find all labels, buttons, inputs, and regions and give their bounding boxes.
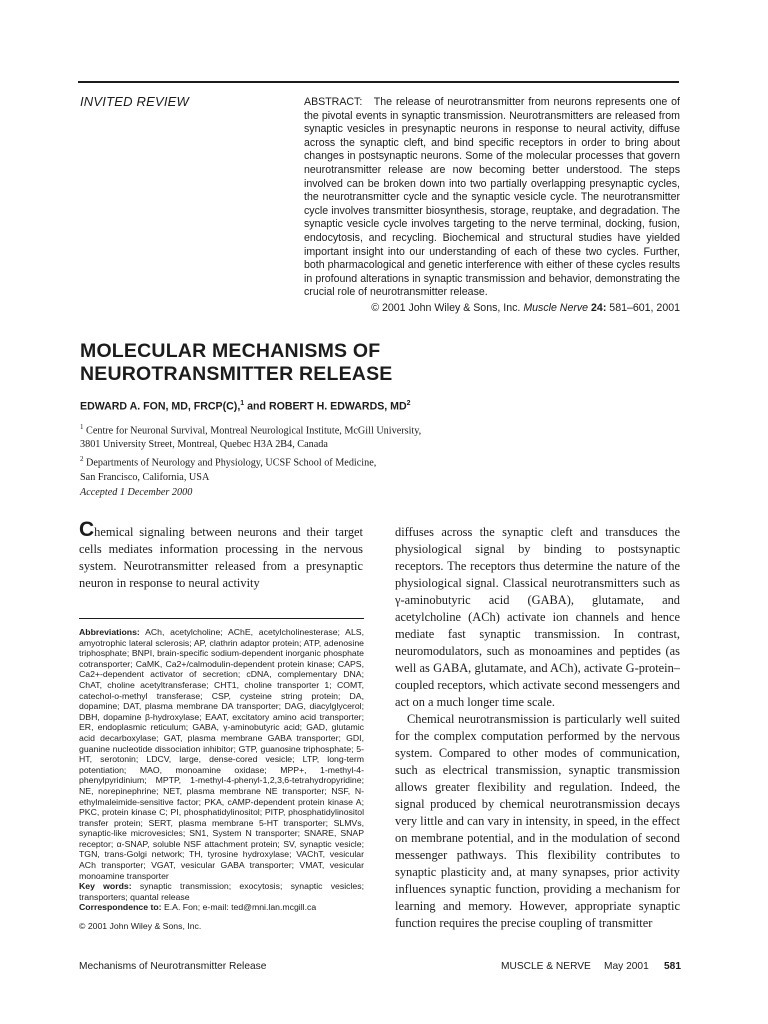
keywords-label: Key words: (79, 881, 132, 892)
keywords (79, 881, 364, 902)
body-column-2 (395, 524, 680, 932)
footnote-rule (79, 618, 364, 619)
title-line-1: MOLECULAR MECHANISMS OF (80, 340, 381, 362)
drop-cap: C (79, 518, 95, 541)
footer-date: May 2001 (604, 961, 649, 972)
abstract-journal: Muscle Nerve (523, 302, 589, 314)
abstract-volume: 24: (591, 302, 607, 314)
author-and: and (247, 400, 266, 413)
section-label: INVITED REVIEW (80, 94, 189, 109)
article-title (80, 340, 392, 386)
abstract (304, 96, 680, 300)
author-1: EDWARD A. FON, MD, FRCP(C), (80, 400, 241, 413)
top-rule (78, 81, 679, 83)
abstract-copyright: © 2001 John Wiley & Sons, Inc. (371, 302, 521, 314)
abstract-citation (304, 302, 680, 314)
correspondence-label: Correspondence to: (79, 902, 162, 913)
affiliation-2-sup: 2 (80, 455, 84, 464)
body-column-1-text: hemical signaling between neurons and their target cells mediates information processing in the nervous system. Neurotransmitter released from a presynaptic neuron in response to neural activity (79, 525, 363, 590)
body-column-1 (79, 518, 363, 592)
abbreviations-text: ACh, acetylcholine; AChE, acetylcholinesterase; ALS, amyotrophic lateral sclerosis; AP, clathrin adaptor protein; ATP, adenosine triphosphate; BNPI, brain-specific sodium-dependent inorganic phosphate cotransporter; CaMK, Ca2+/calmodulin-dependent protein kinase; CAPS, Ca2+-dependent activator of secretion; cDNA, complementary DNA; ChAT, choline acetyltransferase; CHT1, choline transporter 1; COMT, catechol-o-methyl transferase; CSP, cysteine string protein; DA, dopamine; DAT, plasma membrane DA transporter; DAG, diacylglycerol; DBH, dopamine β-hydroxylase; EAAT, excitatory amino acid transporter; ER, endoplasmic reticulum; GABA, γ-aminobutyric acid; GAD, glutamic acid decarboxylase; GAT, plasma membrane GABA transporter; GDI, guanine nucleotide dissociation inhibitor; GTP, guanosine triphosphate; 5-HT, serotonin; LDCV, large, dense-cored vesicle; LTP, long-term potentiation; MAO, monoamine oxidase; MPP+, 1-methyl-4-phenylpyridinium; MPTP, 1-methyl-4-phenyl-1,2,3,6-tetrahydropyridine; NE, norepinephrine; NET, plasma membrane NE transporter; NSF, N-ethylmaleimide-sensitive factor; PKA, cAMP-dependent protein kinase A; PKC, protein kinase C; PI, phosphatidylinositol; PITP, phosphatidylinositol transfer protein; SERT, plasma membrane 5-HT transporter; SLMVs, synaptic-like microvesicles; SN1, System N transporter; SNARE, SNAP receptor; α-SNAP, soluble NSF attachment protein; SV, synaptic vesicle; TGN, trans-Golgi network; TH, tyrosine hydroxylase; VAChT, vesicular ACh transporter; VGAT, vesicular GABA transporter; VMAT, vesicular monoamine transporter (79, 627, 365, 881)
column-2-paragraph-2: Chemical neurotransmission is particularly well suited for the complex computation performed by the nervous system. Compared to other modes of communication, such as electrical transmission, synaptic transmission allows greater flexibility and regulation. Indeed, the signal produced by chemical neurotransmission decays very little and can vary in intensity, in speed, in the effect on membrane potential, and in the modulation of second messenger pathways. This flexibility contributes to synaptic plasticity and, at many synapses, prior activity influences synaptic function, providing a mechanism for learning and memory. However, appropriate synaptic function requires the precise coupling of transmitter (395, 712, 680, 930)
column-2-paragraph-1: diffuses across the synaptic cleft and transduces the physiological signal by binding to postsynaptic receptors. The receptors thus determine the nature of the physiological signal. Classical neurotransmitters such as γ-aminobutyric acid (GABA), glutamate, and acetylcholine (ACh) activate ion channels and hence mediate fast synaptic transmission. In contrast, neuromodulators, such as monoamines and peptides (as well as GABA, glutamate, and ACh), activate G-protein–coupled receptors, which activate second messengers and act on a much longer time scale. (395, 525, 680, 709)
affiliation-1-text: Centre for Neuronal Survival, Montreal Neurological Institute, McGill University, (86, 425, 422, 437)
correspondence-text: E.A. Fon; e-mail: ted@mni.lan.mcgill.ca (163, 902, 317, 913)
abstract-text: The release of neurotransmitter from neurons represents one of the pivotal events in synaptic transmission. Neurotransmitters are released from synaptic vesicles in presynaptic neurons in response to neural activity, diffuse across the synaptic cleft, and bind specific receptors in order to bring about changes in postsynaptic neurons. Some of the molecular processes that govern neurotransmitter release are now becoming better understood. The steps involved can be broken down into two partially overlapping presynaptic cycles, the neurotransmitter cycle and the synaptic vesicle cycle. The neurotransmitter cycle involves transmitter biosynthesis, storage, reuptake, and degradation. The synaptic vesicle cycle involves targeting to the nerve terminal, docking, fusion, endocytosis, and recycling. Biochemical and structural studies have yielded important insight into our understanding of each of these two cycles. Further, both pharmacological and genetic interference with either of these cycles results in profound alterations in synaptic transmission and behavior, demonstrating the crucial role of neurotransmitter release. (304, 96, 681, 299)
affiliation-1-line-1 (80, 420, 421, 438)
abbreviations-label: Abbreviations: (79, 627, 140, 637)
affiliations (80, 420, 421, 485)
authors (80, 400, 411, 413)
title-line-2: NEUROTRANSMITTER RELEASE (80, 363, 393, 385)
footnotes (79, 627, 364, 932)
correspondence (79, 902, 364, 913)
affiliation-2-line-1 (80, 452, 421, 470)
page-number: 581 (664, 961, 681, 972)
author-1-sup: 1 (240, 400, 245, 407)
affiliation-2-line-2: San Francisco, California, USA (80, 471, 210, 483)
abstract-pages: 581–601, 2001 (609, 302, 680, 314)
abbreviations (79, 627, 364, 881)
footer-journal: MUSCLE & NERVE (501, 961, 591, 972)
author-2: ROBERT H. EDWARDS, MD (268, 400, 407, 413)
keywords-text: synaptic transmission; exocytosis; synaptic vesicles; transporters; quantal release (79, 881, 365, 902)
affiliation-1-sup: 1 (80, 423, 84, 431)
running-title: Mechanisms of Neurotransmitter Release (79, 961, 267, 972)
abstract-label: ABSTRACT: (304, 96, 363, 108)
affiliation-1-line-2: 3801 University Street, Montreal, Quebec H3A 2B4, Canada (80, 439, 328, 451)
accepted-date: Accepted 1 December 2000 (80, 487, 193, 498)
footnote-copyright: © 2001 John Wiley & Sons, Inc. (79, 921, 202, 932)
affiliation-2-text: Departments of Neurology and Physiology, UCSF School of Medicine, (86, 457, 377, 469)
author-2-sup: 2 (406, 400, 411, 407)
